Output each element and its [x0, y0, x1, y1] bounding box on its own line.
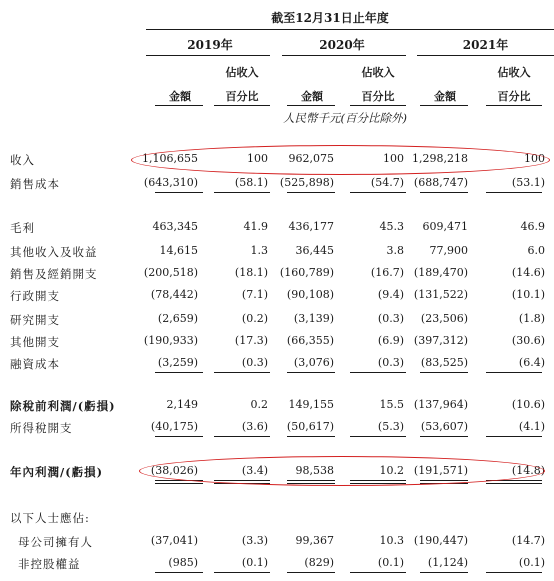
table-cell: (14.6): [511, 266, 545, 279]
table-cell: (17.3): [234, 334, 268, 347]
table-cell: (3,139): [293, 312, 334, 325]
row-label: 其他收入及收益: [10, 245, 98, 259]
cell-rule: [486, 192, 542, 193]
table-cell: 14,615: [159, 244, 198, 257]
table-cell: (190,933): [143, 334, 198, 347]
row-label: 收入: [10, 153, 35, 167]
table-cell: 77,900: [429, 244, 468, 257]
amount-header-2020: 金額: [301, 90, 323, 103]
table-cell: (66,355): [286, 334, 334, 347]
cell-rule: [350, 372, 406, 373]
year-2019-rule: [146, 55, 270, 56]
table-cell: (190,447): [413, 534, 468, 547]
row-label: 融資成本: [10, 357, 60, 371]
table-cell: (50,617): [286, 420, 334, 433]
table-cell: 436,177: [288, 220, 334, 233]
table-cell: (3.3): [241, 534, 268, 547]
table-cell: (137,964): [413, 398, 468, 411]
cell-rule: [486, 572, 542, 573]
amount-rule-2021: [420, 105, 468, 106]
table-cell: (38,026): [150, 464, 198, 477]
table-cell: (5.3): [377, 420, 404, 433]
table-cell: (58.1): [234, 176, 268, 189]
cell-rule: [287, 572, 335, 573]
table-cell: (985): [168, 556, 198, 569]
row-label: 所得稅開支: [10, 421, 73, 435]
row-label: 銷售及經銷開支: [10, 267, 98, 281]
table-cell: (397,312): [413, 334, 468, 347]
unit-note: 人民幣千元(百分比除外): [283, 111, 407, 125]
table-cell: 99,367: [295, 534, 334, 547]
amount-header-2019: 金額: [169, 90, 191, 103]
table-cell: (0.3): [377, 312, 404, 325]
table-cell: (23,506): [420, 312, 468, 325]
table-cell: 2,149: [166, 398, 198, 411]
cell-rule: [214, 372, 270, 373]
row-label: 年內利潤/(虧損): [10, 465, 104, 479]
table-cell: 98,538: [295, 464, 334, 477]
table-cell: 45.3: [379, 220, 404, 233]
table-cell: (4.1): [518, 420, 545, 433]
cell-rule: [214, 192, 270, 193]
table-cell: 149,155: [288, 398, 334, 411]
cell-rule: [420, 192, 468, 193]
profit-highlight-ellipse: [139, 456, 545, 486]
cell-rule: [350, 572, 406, 573]
row-label: 非控股權益: [18, 557, 81, 571]
table-cell: (53,607): [420, 420, 468, 433]
table-cell: (30.6): [511, 334, 545, 347]
pct-header-2021-l1: 佔收入: [497, 66, 531, 79]
table-cell: 1,106,655: [142, 152, 198, 165]
table-cell: (53.1): [511, 176, 545, 189]
table-cell: 100: [524, 152, 545, 165]
cell-rule: [155, 572, 203, 573]
row-label: 研究開支: [10, 313, 60, 327]
year-2019: 2019年: [187, 38, 233, 52]
row-label: 母公司擁有人: [18, 535, 93, 549]
table-cell: (14.8): [511, 464, 545, 477]
cell-rule: [420, 572, 468, 573]
row-label: 毛利: [10, 221, 35, 235]
year-2021: 2021年: [462, 38, 509, 52]
pct-rule-2020: [350, 105, 406, 106]
table-cell: (160,789): [279, 266, 334, 279]
table-cell: (189,470): [413, 266, 468, 279]
pct-header-2020-l1: 佔收入: [361, 66, 395, 79]
table-cell: 1.3: [250, 244, 268, 257]
table-cell: (0.1): [518, 556, 545, 569]
table-cell: (0.2): [241, 312, 268, 325]
table-cell: 41.9: [243, 220, 268, 233]
table-cell: (0.1): [241, 556, 268, 569]
cell-rule: [350, 192, 406, 193]
table-cell: (90,108): [286, 288, 334, 301]
cell-rule: [155, 436, 203, 437]
table-cell: 46.9: [520, 220, 545, 233]
row-label: 其他開支: [10, 335, 60, 349]
table-cell: 36,445: [295, 244, 334, 257]
table-cell: (6.9): [377, 334, 404, 347]
table-cell: 6.0: [527, 244, 545, 257]
table-cell: 15.5: [379, 398, 404, 411]
table-cell: 463,345: [152, 220, 198, 233]
table-cell: (1.8): [518, 312, 545, 325]
period-title-rule: [146, 29, 554, 30]
table-cell: 100: [383, 152, 404, 165]
table-cell: (525,898): [279, 176, 334, 189]
table-cell: (54.7): [370, 176, 404, 189]
year-2020-rule: [282, 55, 406, 56]
table-cell: 0.2: [250, 398, 268, 411]
table-cell: (6.4): [518, 356, 545, 369]
table-cell: 10.2: [379, 464, 404, 477]
cell-rule: [486, 372, 542, 373]
table-cell: 962,075: [288, 152, 334, 165]
table-cell: 609,471: [422, 220, 468, 233]
cell-rule: [287, 192, 335, 193]
table-cell: (688,747): [413, 176, 468, 189]
table-cell: 10.3: [379, 534, 404, 547]
table-cell: (16.7): [370, 266, 404, 279]
table-cell: 3.8: [386, 244, 404, 257]
cell-rule: [350, 436, 406, 437]
table-cell: (131,522): [413, 288, 468, 301]
table-cell: (3,259): [157, 356, 198, 369]
cell-rule: [214, 572, 270, 573]
amount-rule-2020: [287, 105, 335, 106]
table-cell: (200,518): [143, 266, 198, 279]
table-cell: (643,310): [143, 176, 198, 189]
table-cell: (0.3): [241, 356, 268, 369]
table-cell: (10.1): [511, 288, 545, 301]
pct-header-2019-l2: 百分比: [225, 90, 259, 103]
row-label: 銷售成本: [10, 177, 60, 191]
table-cell: (3.6): [241, 420, 268, 433]
cell-rule: [287, 436, 335, 437]
cell-rule: [214, 436, 270, 437]
row-label: 行政開支: [10, 289, 60, 303]
table-cell: (37,041): [150, 534, 198, 547]
table-cell: (9.4): [377, 288, 404, 301]
cell-rule: [420, 372, 468, 373]
table-cell: (40,175): [150, 420, 198, 433]
table-cell: (1,124): [427, 556, 468, 569]
cell-rule: [486, 436, 542, 437]
cell-rule: [287, 372, 335, 373]
pct-header-2020-l2: 百分比: [361, 90, 395, 103]
amount-header-2021: 金額: [434, 90, 456, 103]
table-cell: 1,298,218: [412, 152, 468, 165]
cell-rule: [155, 372, 203, 373]
row-label: 除稅前利潤/(虧損): [10, 399, 116, 413]
revenue-highlight-ellipse: [131, 145, 550, 175]
year-2021-rule: [417, 55, 554, 56]
table-cell: (10.6): [511, 398, 545, 411]
cell-rule: [486, 483, 542, 484]
year-2020: 2020年: [319, 38, 365, 52]
amount-rule-2019: [155, 105, 203, 106]
cell-rule: [155, 192, 203, 193]
table-cell: (78,442): [150, 288, 198, 301]
pct-header-2019-l1: 佔收入: [225, 66, 259, 79]
table-cell: (191,571): [413, 464, 468, 477]
table-cell: (18.1): [234, 266, 268, 279]
table-cell: (0.1): [377, 556, 404, 569]
table-cell: (7.1): [241, 288, 268, 301]
table-cell: (14.7): [511, 534, 545, 547]
pct-header-2021-l2: 百分比: [497, 90, 531, 103]
table-cell: (829): [304, 556, 334, 569]
table-cell: (0.3): [377, 356, 404, 369]
period-title: 截至12月31日止年度: [271, 11, 389, 25]
table-cell: (3,076): [293, 356, 334, 369]
table-cell: 100: [247, 152, 268, 165]
cell-rule: [420, 436, 468, 437]
cell-rule: [155, 483, 203, 484]
pct-rule-2021: [486, 105, 542, 106]
table-cell: (2,659): [157, 312, 198, 325]
table-cell: (83,525): [420, 356, 468, 369]
table-cell: (3.4): [241, 464, 268, 477]
pct-rule-2019: [214, 105, 270, 106]
row-label: 以下人士應佔:: [10, 511, 90, 525]
